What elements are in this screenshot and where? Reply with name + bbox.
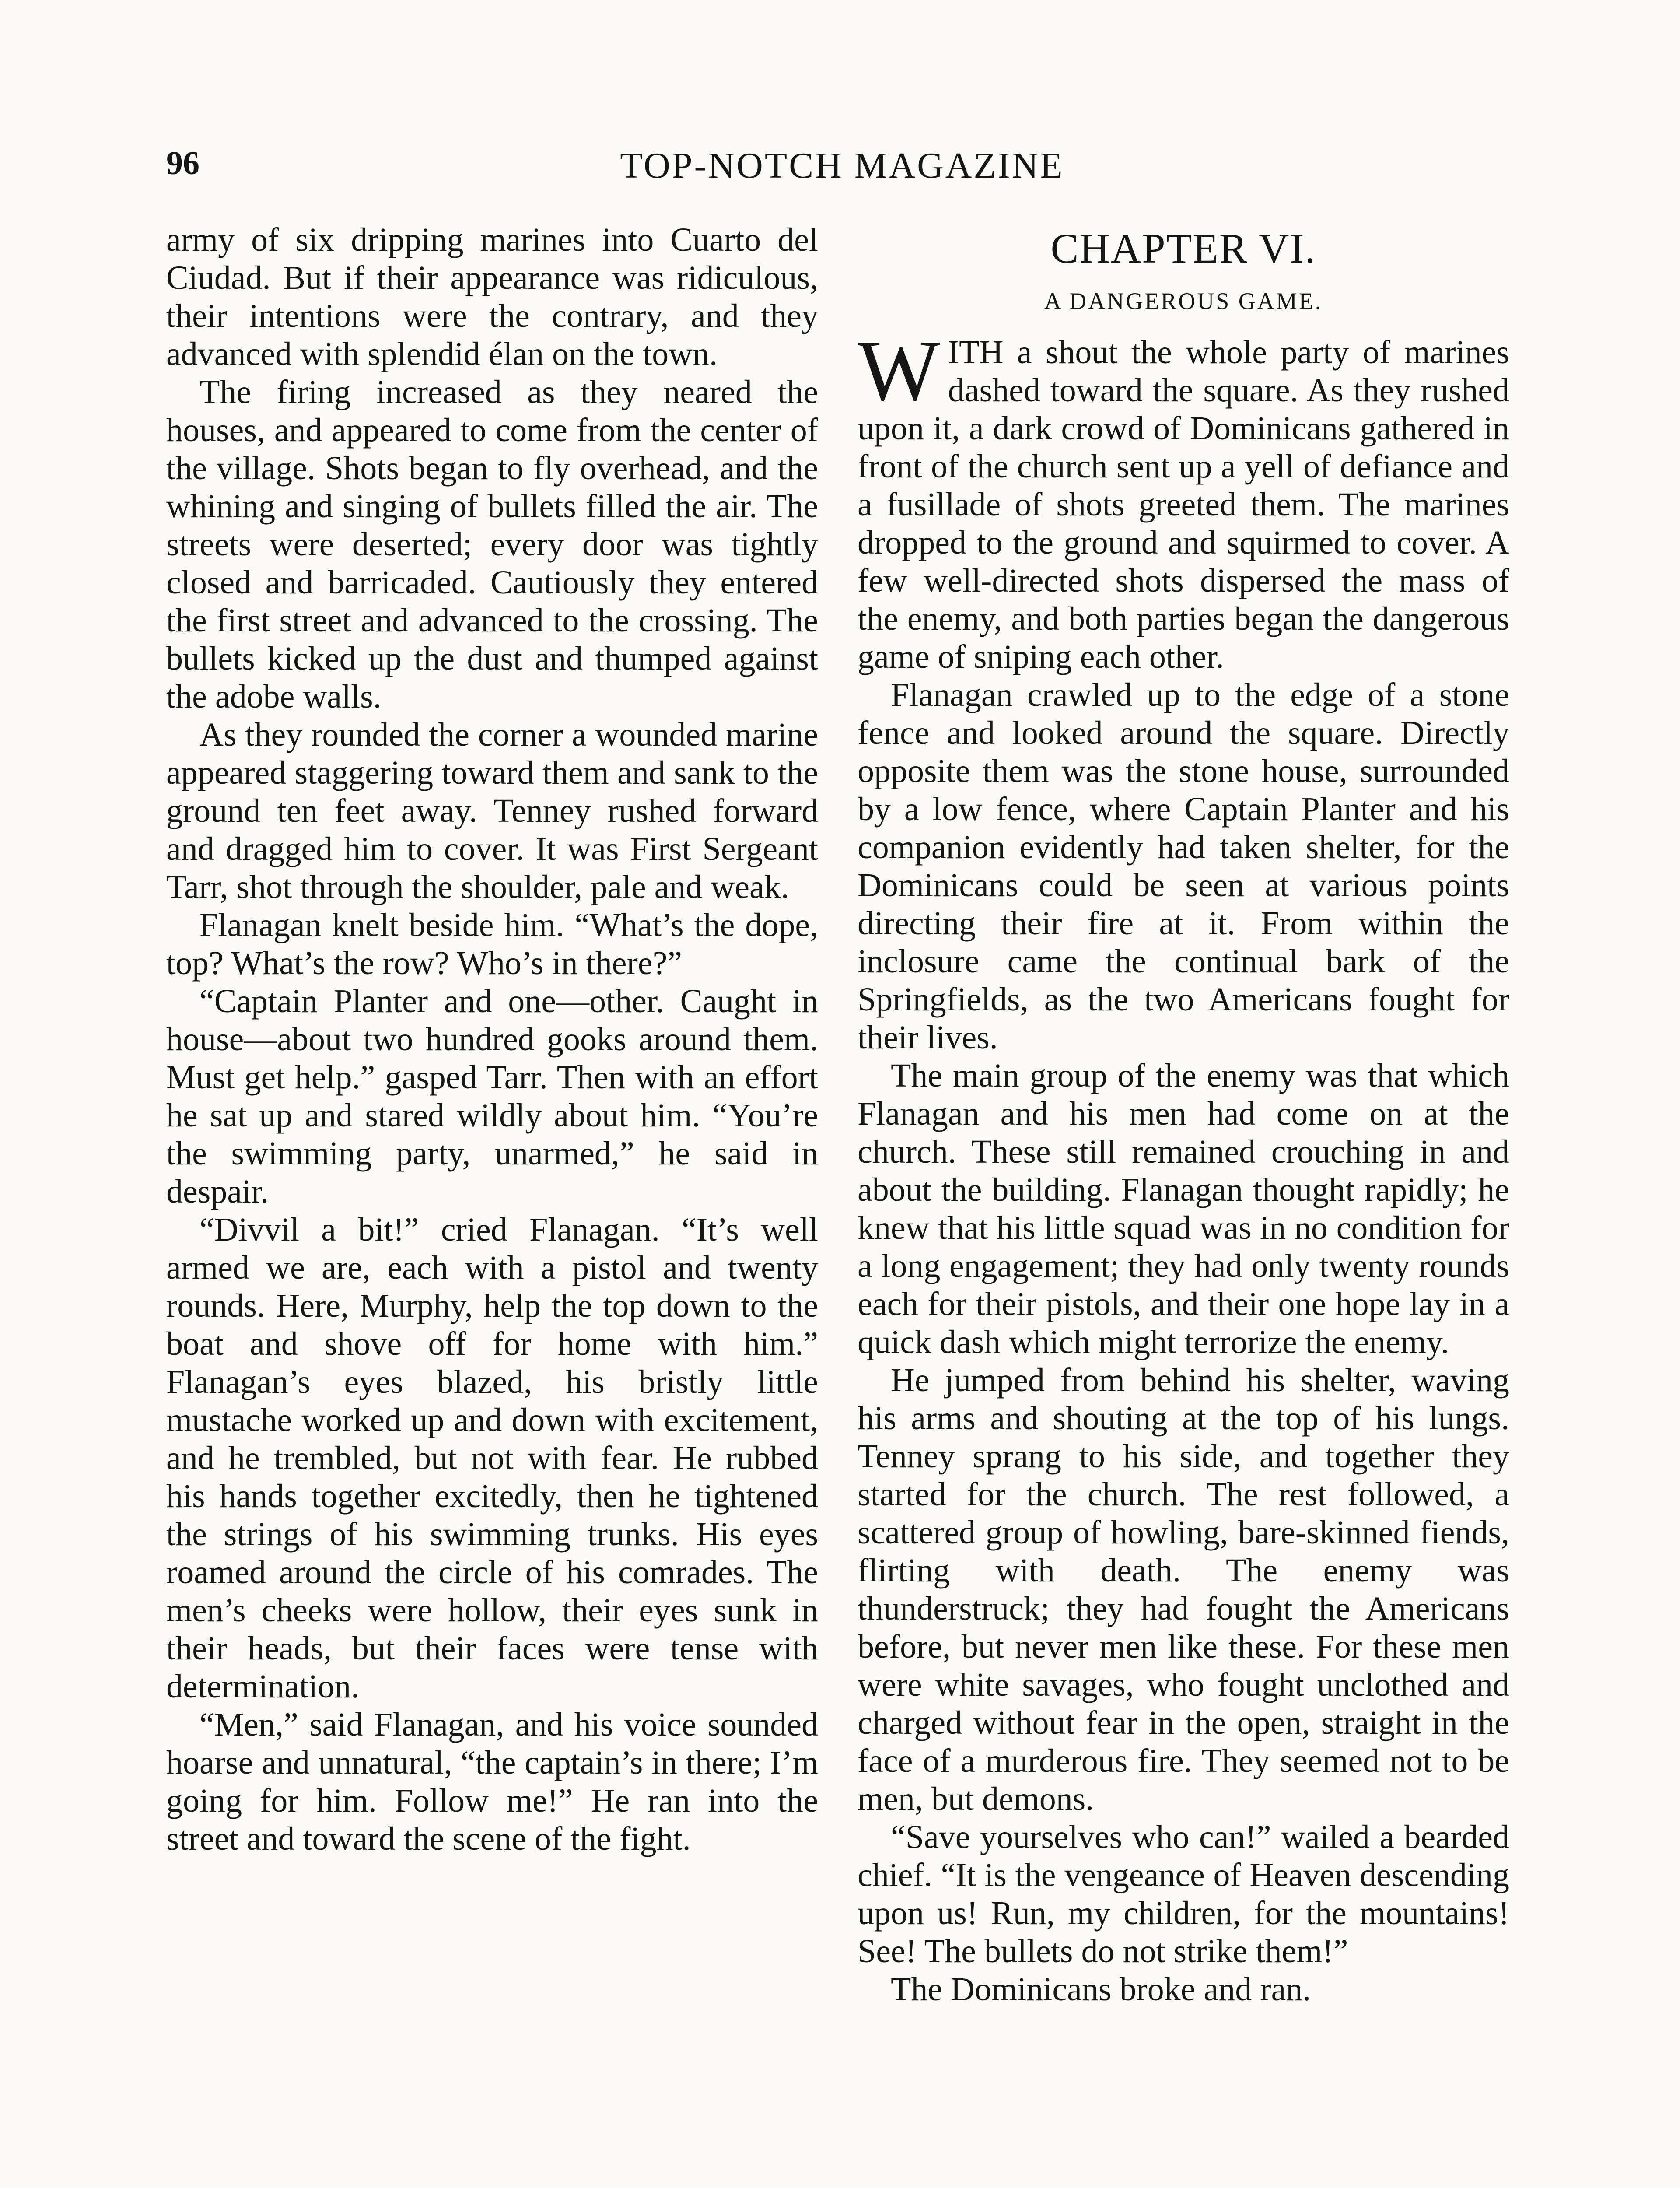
- paragraph: He jumped from behind his shelter, waving his arms and shouting at the top of his lungs. Tenney sprang to his side, and together they started for the church. The rest followed, a scattered group of howling, bare-skinned fiends, flirting with death. The enemy was thunderstruck; they had fought the Americans before, but never men like these. For these men were white savages, who fought unclothed and charged without fear in the open, straight in the face of a murderous fire. They seemed not to be men, but demons.: [858, 1362, 1509, 1817]
- opening-paragraph: [858, 323, 1509, 676]
- page-number: 96: [166, 145, 200, 182]
- left-column: [166, 221, 818, 1858]
- paragraph: The firing increased as they neared the houses, and appeared to come from the center of the village. Shots began to fly overhead, and the whining and singing of bullets filled the air. The streets were deserted; every door was tightly closed and barricaded. Cautiously they entered the first street and advanced to the crossing. The bullets kicked up the dust and thumped against the adobe walls.: [166, 374, 818, 715]
- paragraph: Flanagan crawled up to the edge of a stone fence and looked around the square. Directly opposite them was the stone house, surrounded by a low fence, where Captain Planter and his companion evidently had taken shelter, for the Dominicans could be seen at various points directing their fire at it. From within the inclosure came the continual bark of the Springfields, as the two Americans fought for their lives.: [858, 677, 1509, 1056]
- paragraph: “Divvil a bit!” cried Flanagan. “It’s well armed we are, each with a pistol and twenty rounds. Here, Murphy, help the top down to the boat and shove off for home with him.” Flanagan’s eyes blazed, his bristly little mustache worked up and down with excitement, and he trembled, but not with fear. He rubbed his hands together excitedly, then he tightened the strings of his swimming trunks. His eyes roamed around the circle of his comrades. The men’s cheeks were hollow, their eyes sunk in their heads, but their faces were tense with determination.: [166, 1211, 818, 1705]
- paragraph: As they rounded the corner a wounded marine appeared staggering toward them and sank to the ground ten feet away. Tenney rushed forward and dragged him to cover. It was First Sergeant Tarr, shot through the shoulder, pale and weak.: [166, 716, 818, 905]
- page-header: [166, 144, 1518, 206]
- paragraph: “Men,” said Flanagan, and his voice sounded hoarse and unnatural, “the captain’s in there; I’m going for him. Follow me!” He ran into the street and toward the scene of the fight.: [166, 1706, 818, 1857]
- paragraph: army of six dripping marines into Cuarto del Ciudad. But if their appearance was ridiculous, their intentions were the contrary, and they advanced with splendid élan on the town.: [166, 221, 818, 372]
- right-column: [858, 221, 1509, 2009]
- paragraph: “Save yourselves who can!” wailed a bearded chief. “It is the vengeance of Heaven descending upon us! Run, my children, for the mountains! See! The bullets do not strike them!”: [858, 1819, 1509, 1970]
- drop-cap: W: [858, 323, 940, 419]
- opening-paragraph-text: ITH a shout the whole party of marines dashed toward the square. As they rushed upon it, a dark crowd of Dominicans gathered in front of the church sent up a yell of defiance and a fusillade of shots greeted them. The marines dropped to the ground and squirmed to cover. A few well-directed shots dispersed the mass of the enemy, and both parties began the dangerous game of sniping each other.: [858, 334, 1509, 675]
- running-title: TOP-NOTCH MAGAZINE: [620, 145, 1064, 186]
- paragraph: The main group of the enemy was that which Flanagan and his men had come on at the church. These still remained crouching in and about the building. Flanagan thought rapidly; he knew that his little squad was in no condition for a long engagement; they had only twenty rounds each for their pistols, and their one hope lay in a quick dash which might terrorize the enemy.: [858, 1057, 1509, 1360]
- chapter-title: CHAPTER VI.: [1050, 225, 1316, 272]
- chapter-subtitle: A DANGEROUS GAME.: [1044, 288, 1323, 314]
- paragraph: Flanagan knelt beside him. “What’s the dope, top? What’s the row? Who’s in there?”: [166, 907, 818, 982]
- paragraph: The Dominicans broke and ran.: [891, 1971, 1311, 2008]
- paragraph: “Captain Planter and one—other. Caught in house—about two hundred gooks around them. Must get help.” gasped Tarr. Then with an effort he sat up and stared wildly about him. “You’re the swimming party, unarmed,” he said in despair.: [166, 983, 818, 1210]
